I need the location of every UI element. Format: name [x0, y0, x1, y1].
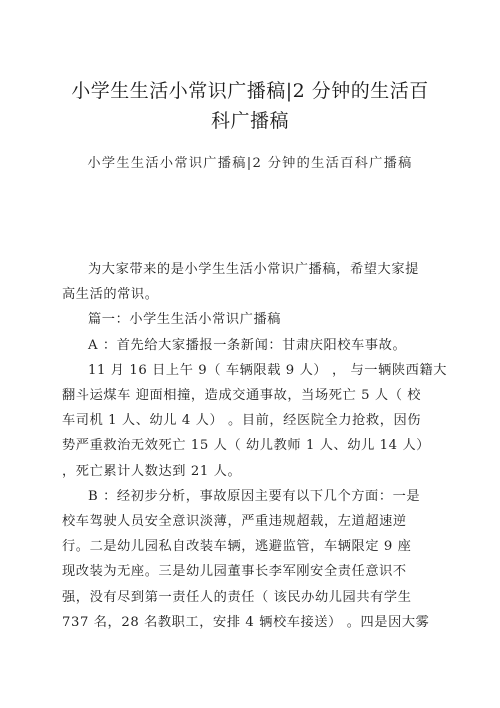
body-line: 行。二是幼儿园私自改装车辆，逃避监管，车辆限定 9 座 — [62, 539, 412, 555]
body-line: 737 名，28 名教职工，安排 4 辆校车接送） 。四是因大雾 — [62, 614, 430, 630]
title-line-1: 小学生生活小常识广播稿|2 分钟的生活百 — [71, 80, 429, 102]
body-line: 11 月 16 日上午 9（ 车辆限载 9 人） ， 与一辆陕西籍大 — [88, 362, 448, 378]
body-line: 篇一：小学生生活小常识广播稿 — [88, 312, 282, 328]
body-line: 翻斗运煤车 迎面相撞，造成交通事故，当场死亡 5 人（ 校 — [62, 388, 422, 404]
body-line: A ：首先给大家播报一条新闻：甘肃庆阳校车事故。 — [88, 337, 407, 353]
title-line-2: 科广播稿 — [210, 110, 289, 132]
body-line: 势严重救治无效死亡 15 人（ 幼儿教师 1 人、幼儿 14 人） — [62, 438, 431, 454]
body-line: 现改装为无座。三是幼儿园董事长李军刚安全责任意识不 — [62, 564, 407, 580]
body-line: B ：经初步分析，事故原因主要有以下几个方面：一是 — [88, 488, 421, 504]
body-line: 车司机 1 人、幼儿 4 人） 。目前，经医院全力抢救，因伤 — [62, 413, 422, 429]
body-line: 高生活的常识。 — [62, 287, 159, 303]
document-subtitle: 小学生生活小常识广播稿|2 分钟的生活百科广播稿 — [87, 156, 413, 171]
body-line: 强，没有尽到第一责任人的责任（ 该民办幼儿园共有学生 — [62, 589, 412, 605]
body-line: 校车驾驶人员安全意识淡薄，严重违规超载，左道超速逆 — [62, 514, 407, 530]
body-line: ，死亡累计人数达到 21 人。 — [62, 463, 242, 479]
document-body — [62, 257, 448, 635]
body-line: 为大家带来的是小学生生活小常识广播稿，希望大家提 — [88, 262, 419, 277]
document-title — [70, 76, 430, 136]
